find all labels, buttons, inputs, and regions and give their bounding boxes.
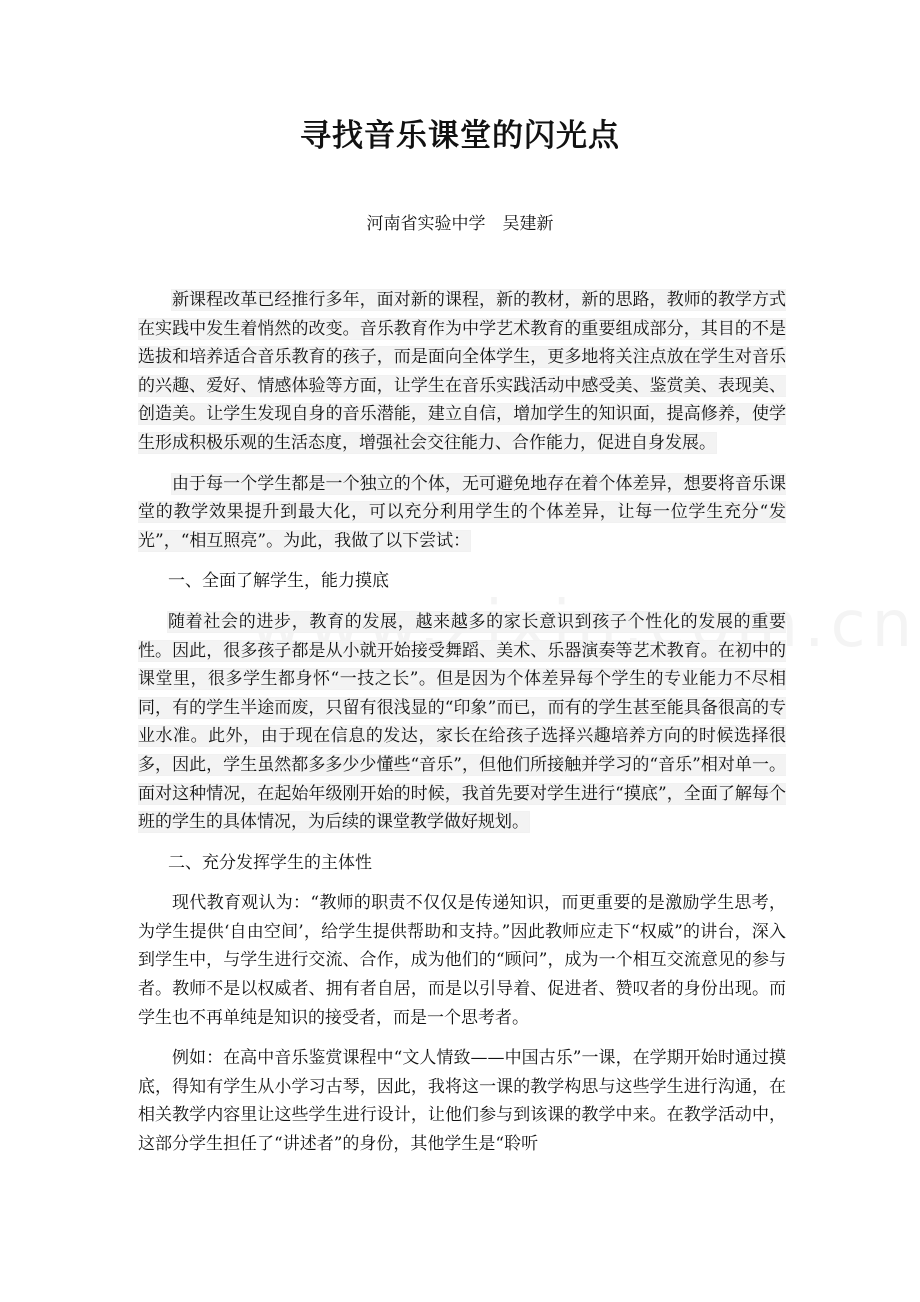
author-line: 河南省实验中学 吴建新	[366, 214, 554, 234]
section-2-paragraph-2: 例如：在高中音乐鉴赏课程中“文人情致——中国古乐”一课，在学期开始时通过摸底，得知有学生从小学习古琴，因此，我将这一课的教学构思与这些学生进行沟通，在相关教学内容里让这些学生进行设计，让他们参与到该课的教学中来。在教学活动中，这部分学生担任了“讲述者”的身份，其他学生是“聆听	[138, 1048, 786, 1155]
intro-paragraph-1-text: 新课程改革已经推行多年，面对新的课程，新的教材，新的思路，教师的教学方式在实践中发生着悄然的改变。音乐教育作为中学艺术教育的重要组成部分，其目的不是选拔和培养适合音乐教育的孩子，而是面向全体学生，更多地将关注点放在学生对音乐的兴趣、爱好、情感体验等方面，让学生在音乐实践活动中感受美、鉴赏美、表现美、创造美。让学生发现自身的音乐潜能，建立自信，增加学生的知识面，提高修养，使学生形成积极乐观的生活态度，增强社会交往能力、合作能力，促进自身发展。	[138, 290, 786, 453]
section-1-paragraph-text: 随着社会的进步，教育的发展，越来越多的家长意识到孩子个性化的发展的重要性。因此，很多孩子都是从小就开始接受舞蹈、美术、乐器演奏等艺术教育。在初中的课堂里，很多学生都身怀“一技之长”。但是因为个体差异每个学生的专业能力不尽相同，有的学生半途而废，只留有很浅显的“印象”而已，而有的学生甚至能具备很高的专业水准。此外，由于现在信息的发达，家长在给孩子选择兴趣培养方向的时候选择很多，因此，学生虽然都多多少少懂些“音乐”，但他们所接触并学习的“音乐”相对单一。面对这种情况，在起始年级刚开始的时候，我首先要对学生进行“摸底”，全面了解每个班的学生的具体情况，为后续的课堂教学做好规划。	[138, 611, 786, 833]
document-body	[138, 286, 786, 1171]
section-1-heading: 一、全面了解学生，能力摸底	[168, 571, 389, 592]
section-2-paragraph-1: 现代教育观认为：“教师的职责不仅仅是传递知识，而更重要的是激励学生思考，为学生提供‘自由空间’，给学生提供帮助和支持。”因此教师应走下“权威”的讲台，深入到学生中，与学生进行交流、合作，成为他们的“顾问”，成为一个相互交流意见的参与者。教师不是以权威者、拥有者自居，而是以引导着、促进者、赞叹者的身份出现。而学生也不再单纯是知识的接受者，而是一个思考者。	[138, 893, 786, 1028]
section-2-heading: 二、充分发挥学生的主体性	[168, 852, 372, 873]
intro-paragraph-2-text: 由于每一个学生都是一个独立的个体，无可避免地存在着个体差异，想要将音乐课堂的教学效果提升到最大化，可以充分利用学生的个体差异，让每一位学生充分“发光”，“相互照亮”。为此，我做了以下尝试：	[138, 473, 786, 551]
intro-paragraph-2	[138, 470, 786, 556]
intro-paragraph-1	[138, 286, 786, 458]
document-title: 寻找音乐课堂的闪光点	[300, 118, 620, 154]
section-1-paragraph	[138, 608, 786, 837]
